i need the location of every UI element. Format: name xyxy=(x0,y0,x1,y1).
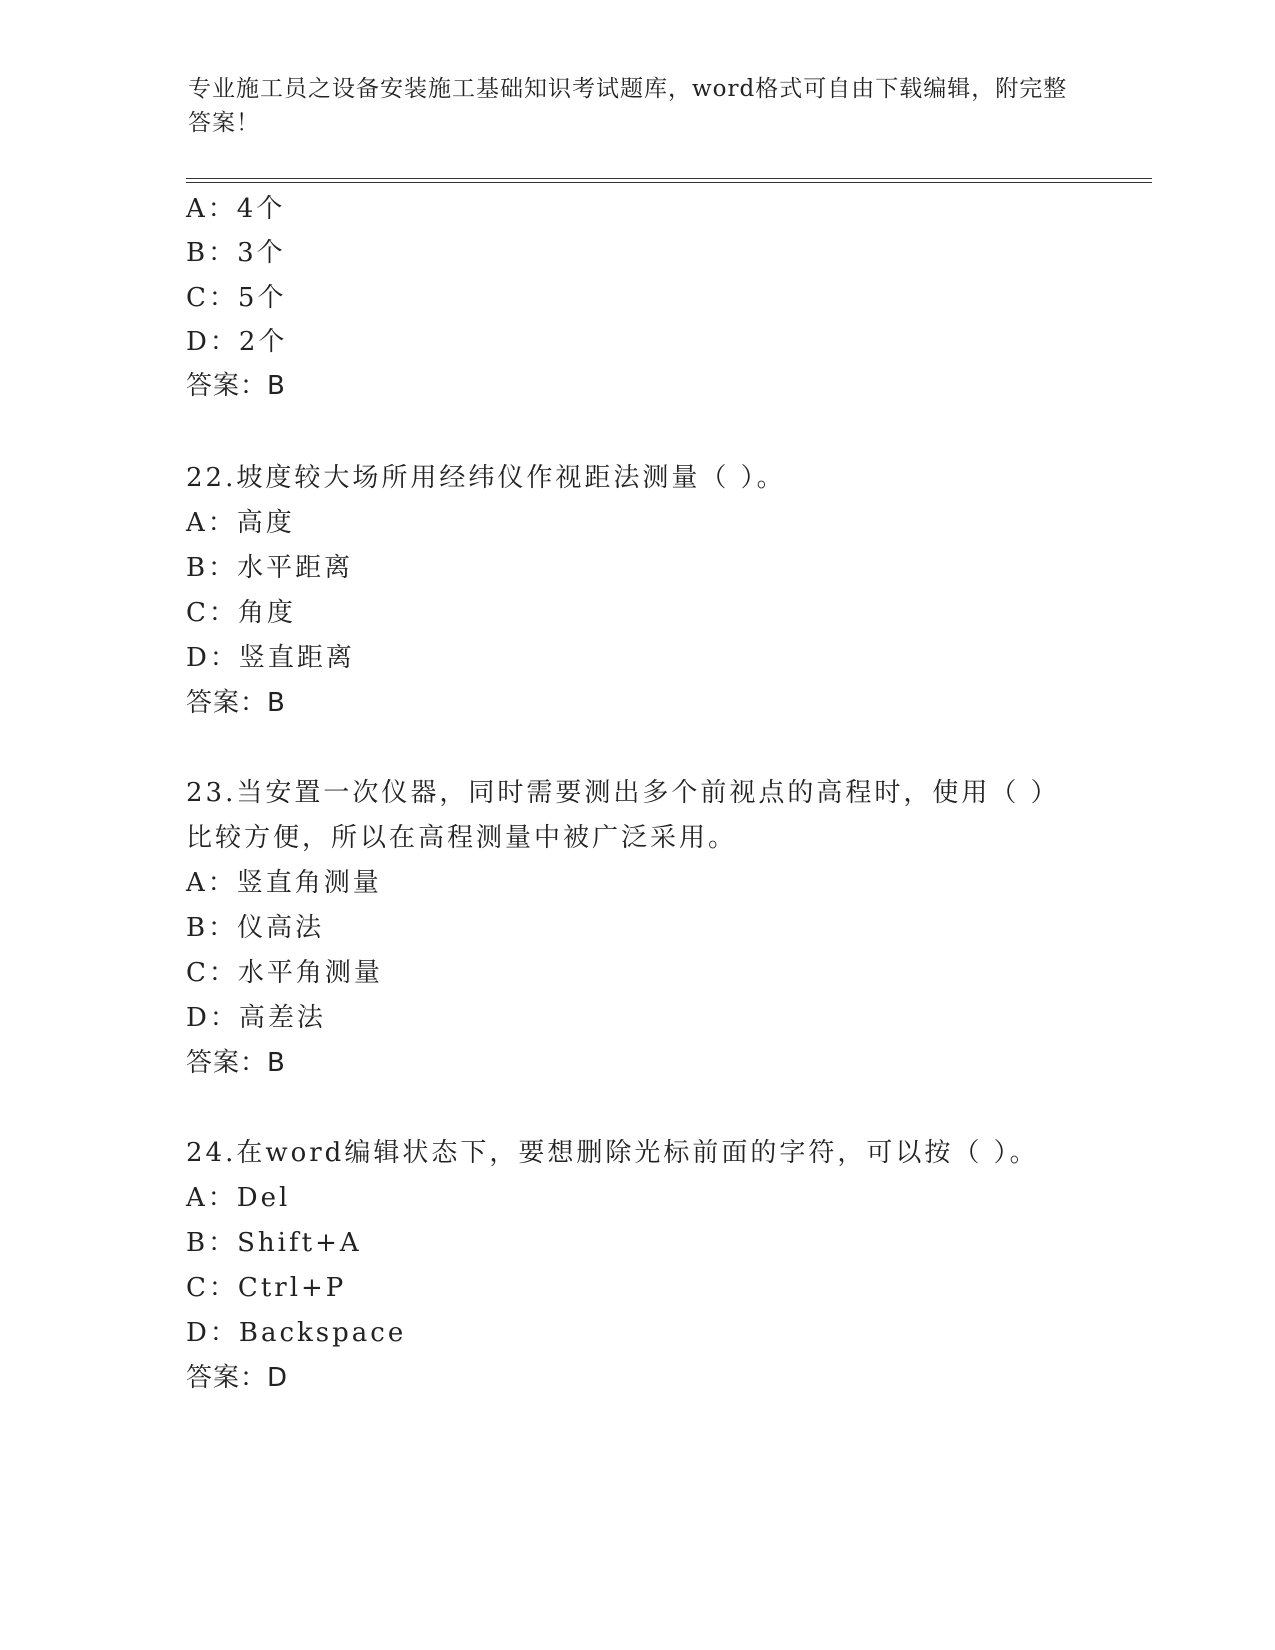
answer-line xyxy=(186,686,286,720)
option-b xyxy=(186,1226,362,1260)
option-text: 竖直距离 xyxy=(238,643,355,673)
answer-line xyxy=(186,1361,288,1395)
answer-value: D xyxy=(267,1363,289,1393)
option-label: C xyxy=(186,283,209,313)
option-label: C xyxy=(186,958,209,988)
option-text: 仪高法 xyxy=(237,913,325,943)
option-separator: ： xyxy=(208,958,238,988)
option-label: C xyxy=(186,598,209,628)
option-c xyxy=(186,596,296,630)
answer-value: B xyxy=(267,371,286,401)
document-header: 专业施工员之设备安装施工基础知识考试题库，word格式可自由下载编辑，附完整答案！ xyxy=(188,76,1068,136)
option-separator: ： xyxy=(208,1273,238,1303)
option-a xyxy=(186,192,285,226)
option-separator: ： xyxy=(209,1318,239,1348)
option-separator: ： xyxy=(208,598,238,628)
option-text: 3个 xyxy=(237,238,286,268)
option-d xyxy=(186,325,287,359)
option-label: D xyxy=(186,1003,210,1033)
option-label: C xyxy=(186,1273,209,1303)
option-d xyxy=(186,1001,326,1035)
option-a xyxy=(186,506,295,540)
question-stem-line-1: 23.当安置一次仪器，同时需要测出多个前视点的高程时，使用（ ） xyxy=(186,778,1060,808)
question-stem: 24.在word编辑状态下，要想删除光标前面的字符，可以按（ ）。 xyxy=(186,1138,1039,1168)
question-stem: 22.坡度较大场所用经纬仪作视距法测量（ ）。 xyxy=(186,463,786,493)
option-text: Backspace xyxy=(238,1318,407,1348)
answer-label: 答案： xyxy=(186,371,268,401)
option-text: 高差法 xyxy=(238,1003,326,1033)
option-label: B xyxy=(186,1228,209,1258)
option-label: D xyxy=(186,327,210,357)
option-d xyxy=(186,641,355,675)
option-text: Ctrl+P xyxy=(237,1273,347,1303)
option-label: D xyxy=(186,643,210,673)
option-separator: ： xyxy=(208,1228,238,1258)
option-text: Shift+A xyxy=(237,1228,362,1258)
option-label: B xyxy=(186,913,209,943)
option-label: B xyxy=(186,553,209,583)
option-separator: ： xyxy=(207,1183,237,1213)
option-a xyxy=(186,1181,290,1215)
option-separator: ： xyxy=(209,643,239,673)
option-label: B xyxy=(186,238,209,268)
answer-line xyxy=(186,369,286,403)
answer-value: B xyxy=(267,688,286,718)
option-b xyxy=(186,551,353,585)
option-separator: ： xyxy=(209,327,239,357)
option-label: A xyxy=(186,868,208,898)
option-separator: ： xyxy=(207,194,237,224)
answer-label: 答案： xyxy=(186,688,268,718)
option-text: 角度 xyxy=(237,598,296,628)
header-divider xyxy=(186,178,1152,183)
answer-label: 答案： xyxy=(186,1363,268,1393)
option-b xyxy=(186,236,286,270)
answer-line xyxy=(186,1046,286,1080)
option-text: 水平距离 xyxy=(237,553,354,583)
question-stem-line-2: 比较方便，所以在高程测量中被广泛采用。 xyxy=(186,823,738,853)
option-b xyxy=(186,911,324,945)
option-label: A xyxy=(186,508,208,538)
option-text: 高度 xyxy=(236,508,295,538)
option-text: 水平角测量 xyxy=(237,958,383,988)
option-separator: ： xyxy=(208,283,238,313)
answer-label: 答案： xyxy=(186,1048,268,1078)
option-separator: ： xyxy=(208,913,238,943)
option-separator: ： xyxy=(208,238,238,268)
option-text: 竖直角测量 xyxy=(236,868,382,898)
option-d xyxy=(186,1316,406,1350)
option-text: 4个 xyxy=(236,194,286,224)
option-separator: ： xyxy=(209,1003,239,1033)
option-label: A xyxy=(186,194,208,224)
option-text: 2个 xyxy=(238,327,288,357)
option-separator: ： xyxy=(208,553,238,583)
option-c xyxy=(186,1271,346,1305)
option-c xyxy=(186,281,286,315)
option-label: D xyxy=(186,1318,210,1348)
option-separator: ： xyxy=(207,508,237,538)
option-c xyxy=(186,956,383,990)
option-label: A xyxy=(186,1183,208,1213)
answer-value: B xyxy=(267,1048,286,1078)
option-a xyxy=(186,866,382,900)
option-text: 5个 xyxy=(237,283,287,313)
option-text: Del xyxy=(236,1183,291,1213)
option-separator: ： xyxy=(207,868,237,898)
